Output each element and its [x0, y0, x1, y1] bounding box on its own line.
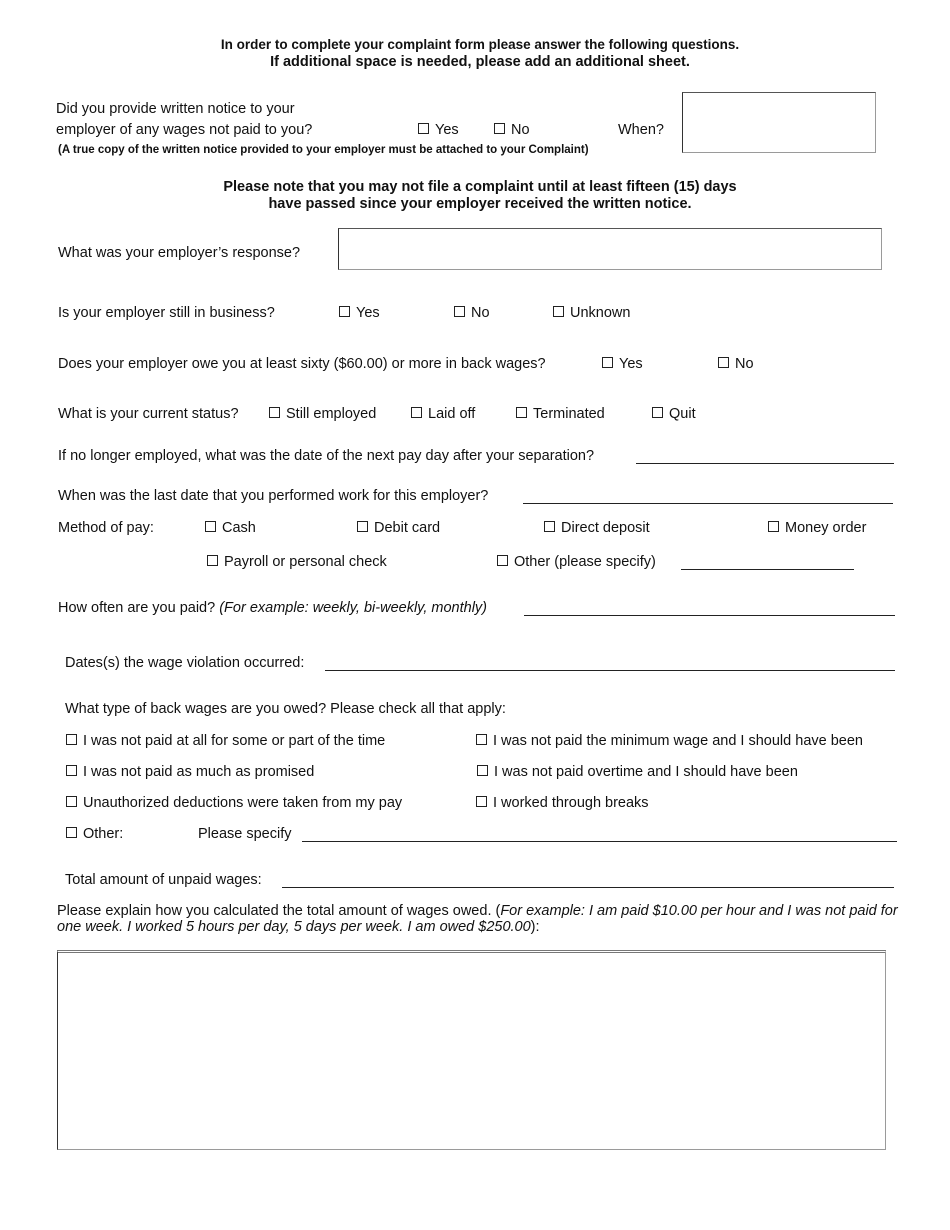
business-unknown-checkbox[interactable] — [553, 305, 630, 321]
attachment-note: (A true copy of the written notice provided to your employer must be attached to your Complaint) — [58, 144, 589, 156]
specify-label: Please specify — [198, 826, 292, 842]
explanation-label-start: Please explain how you calculated the total amount of wages owed. ( — [57, 903, 501, 919]
employer-response-label: What was your employer’s response? — [58, 245, 301, 261]
pay-other-checkbox[interactable] — [497, 554, 656, 570]
checkbox-label: Yes — [435, 122, 459, 138]
method-of-pay-label: Method of pay: — [58, 520, 154, 536]
checkbox-label: Still employed — [286, 406, 377, 422]
checkbox-square-icon — [476, 796, 487, 807]
current-status-label: What is your current status? — [58, 406, 239, 422]
checkbox-label: Payroll or personal check — [224, 554, 387, 570]
wages-not-paid-checkbox[interactable] — [66, 733, 385, 749]
checkbox-label: Money order — [785, 520, 867, 536]
total-unpaid-input[interactable] — [282, 887, 894, 888]
last-work-date-label: When was the last date that you performed work for this employer? — [58, 488, 489, 504]
specify-input[interactable] — [302, 841, 897, 842]
owes-yes-checkbox[interactable] — [602, 356, 643, 372]
notice-question-line1: Did you provide written notice to your — [56, 101, 295, 117]
checkbox-label: Other: — [83, 826, 124, 842]
checkbox-square-icon — [553, 306, 564, 317]
checkbox-square-icon — [476, 734, 487, 745]
checkbox-square-icon — [494, 123, 505, 134]
status-terminated-checkbox[interactable] — [516, 406, 605, 422]
checkbox-square-icon — [497, 555, 508, 566]
checkbox-label: Quit — [669, 406, 696, 422]
checkbox-label: No — [511, 122, 530, 138]
checkbox-label: I worked through breaks — [493, 795, 649, 811]
checkbox-square-icon — [66, 796, 77, 807]
still-in-business-label: Is your employer still in business? — [58, 305, 275, 321]
next-pay-day-label: If no longer employed, what was the date of the next pay day after your separation? — [58, 448, 595, 464]
status-still-employed-checkbox[interactable] — [269, 406, 376, 422]
checkbox-square-icon — [339, 306, 350, 317]
business-yes-checkbox[interactable] — [339, 305, 380, 321]
checkbox-label: Unknown — [570, 305, 631, 321]
checkbox-label: I was not paid the minimum wage and I should have been — [493, 733, 863, 749]
status-quit-checkbox[interactable] — [652, 406, 696, 422]
checkbox-label: No — [735, 356, 754, 372]
pay-frequency-example: (For example: weekly, bi-weekly, monthly) — [219, 600, 488, 616]
checkbox-square-icon — [602, 357, 613, 368]
checkbox-square-icon — [477, 765, 488, 776]
notice-no-checkbox[interactable] — [494, 122, 530, 138]
checkbox-square-icon — [66, 734, 77, 745]
explanation-label-end: ): — [530, 919, 540, 935]
checkbox-label: Unauthorized deductions were taken from my pay — [83, 795, 403, 811]
checkbox-label: Cash — [222, 520, 256, 536]
violation-dates-label: Dates(s) the wage violation occurred: — [65, 655, 305, 671]
checkbox-square-icon — [411, 407, 422, 418]
notice-yes-checkbox[interactable] — [418, 122, 459, 138]
pay-frequency-input[interactable] — [524, 615, 895, 616]
checkbox-square-icon — [357, 521, 368, 532]
checkbox-square-icon — [544, 521, 555, 532]
checkbox-label: Laid off — [428, 406, 476, 422]
back-wages-label: What type of back wages are you owed? Please check all that apply: — [65, 701, 506, 717]
checkbox-square-icon — [205, 521, 216, 532]
header-additional-sheet: If additional space is needed, please add an additional sheet. — [270, 54, 690, 70]
when-label: When? — [618, 122, 664, 138]
pay-check-checkbox[interactable] — [207, 554, 387, 570]
status-laid-off-checkbox[interactable] — [411, 406, 475, 422]
checkbox-label: Debit card — [374, 520, 441, 536]
pay-money-order-checkbox[interactable] — [768, 520, 866, 536]
wages-overtime-checkbox[interactable] — [477, 764, 798, 780]
employer-response-input[interactable] — [338, 228, 882, 270]
last-work-date-input[interactable] — [523, 503, 893, 504]
pay-other-input[interactable] — [681, 569, 854, 570]
checkbox-square-icon — [66, 765, 77, 776]
checkbox-square-icon — [454, 306, 465, 317]
checkbox-square-icon — [269, 407, 280, 418]
checkbox-label: I was not paid overtime and I should have been — [494, 764, 798, 780]
checkbox-square-icon — [652, 407, 663, 418]
checkbox-label: Yes — [619, 356, 643, 372]
pay-debit-card-checkbox[interactable] — [357, 520, 440, 536]
checkbox-label: Other (please specify) — [514, 554, 656, 570]
pay-cash-checkbox[interactable] — [205, 520, 256, 536]
checkbox-label: Yes — [356, 305, 380, 321]
pay-frequency-question: How often are you paid? — [58, 600, 216, 616]
checkbox-square-icon — [66, 827, 77, 838]
checkbox-label: Direct deposit — [561, 520, 650, 536]
explanation-example: For example: I am paid $10.00 per hour and I was not paid for one week. I worked 5 hours per day, 5 days per week. I am owed $250.00 — [57, 903, 898, 935]
total-unpaid-label: Total amount of unpaid wages: — [65, 872, 262, 888]
checkbox-label: I was not paid at all for some or part of the time — [83, 733, 386, 749]
checkbox-square-icon — [768, 521, 779, 532]
waiting-notice-line2: have passed since your employer received the written notice. — [268, 196, 692, 212]
explanation-label — [57, 903, 907, 935]
explanation-textarea[interactable] — [57, 950, 886, 1150]
notice-question-line2: employer of any wages not paid to you? — [56, 122, 313, 138]
wages-other-checkbox[interactable] — [66, 826, 123, 842]
checkbox-label: I was not paid as much as promised — [83, 764, 315, 780]
checkbox-square-icon — [207, 555, 218, 566]
checkbox-square-icon — [418, 123, 429, 134]
checkbox-square-icon — [718, 357, 729, 368]
wages-deductions-checkbox[interactable] — [66, 795, 402, 811]
waiting-notice-line1: Please note that you may not file a complaint until at least fifteen (15) days — [223, 179, 737, 195]
checkbox-square-icon — [516, 407, 527, 418]
business-no-checkbox[interactable] — [454, 305, 490, 321]
next-pay-day-input[interactable] — [636, 463, 894, 464]
checkbox-label: No — [471, 305, 490, 321]
header-instructions: In order to complete your complaint form please answer the following questions. — [220, 37, 740, 52]
pay-direct-deposit-checkbox[interactable] — [544, 520, 650, 536]
owes-sixty-label: Does your employer owe you at least sixty ($60.00) or more in back wages? — [58, 356, 546, 372]
pay-frequency-label — [58, 600, 487, 616]
wages-breaks-checkbox[interactable] — [476, 795, 649, 811]
violation-dates-input[interactable] — [325, 670, 895, 671]
wages-minimum-wage-checkbox[interactable] — [476, 733, 863, 749]
checkbox-label: Terminated — [533, 406, 605, 422]
owes-no-checkbox[interactable] — [718, 356, 754, 372]
wages-as-promised-checkbox[interactable] — [66, 764, 314, 780]
when-input[interactable] — [682, 92, 876, 153]
